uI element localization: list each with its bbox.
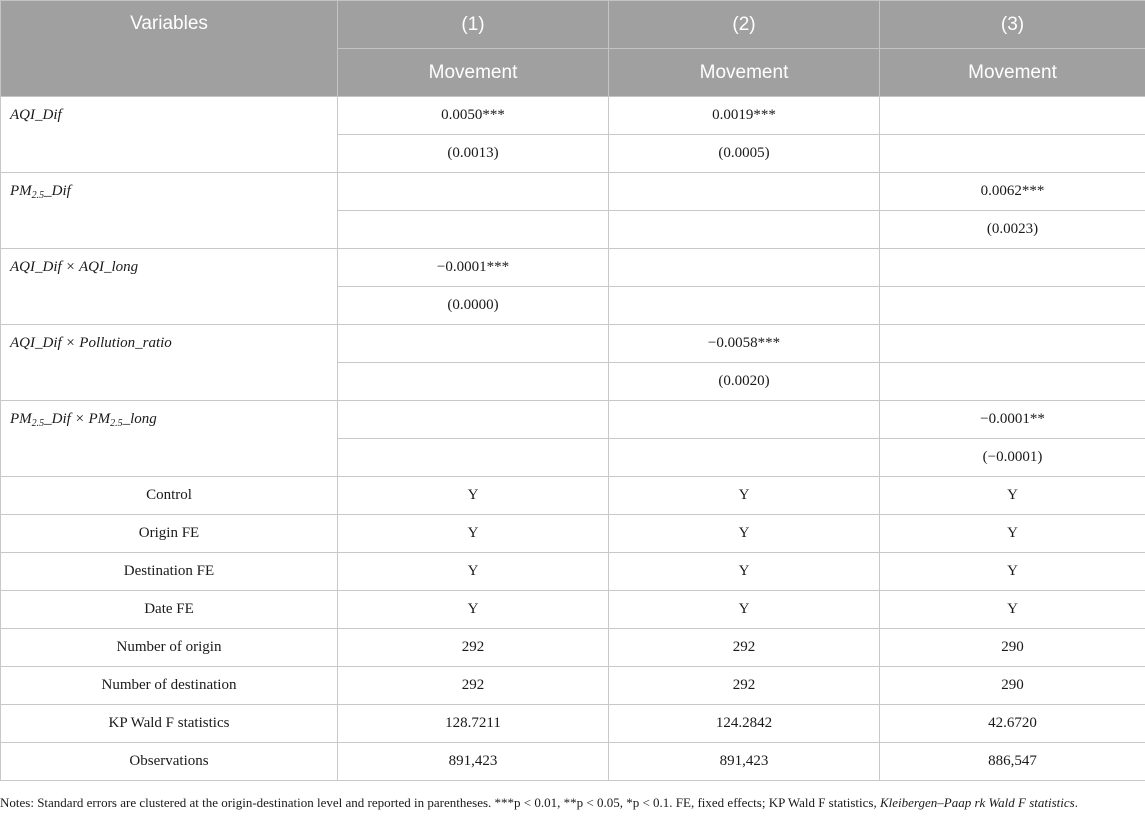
row-observations	[1, 743, 1145, 781]
stat-value: 891,423	[338, 743, 609, 781]
header-col-2: (2)	[609, 1, 880, 49]
row-destination-fe	[1, 553, 1145, 591]
coef-cell	[880, 97, 1145, 135]
row-pm25-dif-coef	[1, 173, 1145, 211]
depvar-col-2: Movement	[609, 49, 880, 97]
depvar-col-3: Movement	[880, 49, 1145, 97]
stat-value: Y	[880, 515, 1145, 553]
stat-label: Date FE	[1, 591, 338, 629]
stat-value: 292	[609, 667, 880, 705]
coef-cell	[880, 249, 1145, 287]
coef-cell: −0.0001***	[338, 249, 609, 287]
se-cell	[609, 287, 880, 325]
var-label-pm25-x-long: $PM_{2.5}\_Dif$ × $PM_{2.5}\_long$	[1, 401, 338, 477]
stat-value: Y	[609, 477, 880, 515]
stat-label: Observations	[1, 743, 338, 781]
coef-cell	[338, 173, 609, 211]
stat-value: 128.7211	[338, 705, 609, 743]
stat-value: 124.2842	[609, 705, 880, 743]
stat-value: 886,547	[880, 743, 1145, 781]
se-cell: (0.0000)	[338, 287, 609, 325]
var-label-aqi-dif: AQI_Dif	[1, 97, 338, 173]
row-origin-fe	[1, 515, 1145, 553]
notes-italic: Kleibergen–Paap rk Wald F statistics	[879, 795, 1075, 810]
stat-label: Number of origin	[1, 629, 338, 667]
se-cell: (0.0023)	[880, 211, 1145, 249]
stat-value: 290	[880, 667, 1145, 705]
row-aqi-x-ratio-coef	[1, 325, 1145, 363]
row-date-fe	[1, 591, 1145, 629]
row-number-of-origin	[1, 629, 1145, 667]
header-col-1: (1)	[338, 1, 609, 49]
stat-label: Origin FE	[1, 515, 338, 553]
stat-value: Y	[880, 591, 1145, 629]
stat-value: 891,423	[609, 743, 880, 781]
se-cell	[609, 439, 880, 477]
stat-value: 292	[338, 629, 609, 667]
se-cell	[338, 439, 609, 477]
coef-cell	[880, 325, 1145, 363]
stat-label: KP Wald F statistics	[1, 705, 338, 743]
se-cell	[338, 363, 609, 401]
var-label-aqi-x-long: AQI_Dif × AQI_long	[1, 249, 338, 325]
se-cell: (−0.0001)	[880, 439, 1145, 477]
stat-value: Y	[338, 591, 609, 629]
stat-value: Y	[338, 553, 609, 591]
stat-value: Y	[338, 515, 609, 553]
se-cell: (0.0005)	[609, 135, 880, 173]
coef-cell: −0.0001**	[880, 401, 1145, 439]
table-notes	[0, 793, 1145, 812]
row-control	[1, 477, 1145, 515]
depvar-col-1: Movement	[338, 49, 609, 97]
header-variables: Variables	[1, 1, 338, 97]
header-row-columns	[1, 1, 1145, 49]
notes-text: Notes: Standard errors are clustered at the origin-destination level and reported in parentheses. ***p < 0.01, **p < 0.05, *p < 0.1. FE, fixed effects; KP Wald F statistics,	[0, 795, 880, 810]
se-cell	[880, 363, 1145, 401]
stat-label: Destination FE	[1, 553, 338, 591]
row-kp-wald-f	[1, 705, 1145, 743]
stat-value: Y	[880, 553, 1145, 591]
row-pm25-x-long-coef	[1, 401, 1145, 439]
coef-cell	[338, 401, 609, 439]
coef-cell	[338, 325, 609, 363]
coef-cell	[609, 173, 880, 211]
stat-value: Y	[609, 553, 880, 591]
var-label-aqi-x-ratio: AQI_Dif × Pollution_ratio	[1, 325, 338, 401]
row-aqi-dif-coef	[1, 97, 1145, 135]
row-number-of-destination	[1, 667, 1145, 705]
se-cell: (0.0020)	[609, 363, 880, 401]
stat-value: Y	[338, 477, 609, 515]
stat-label: Number of destination	[1, 667, 338, 705]
coef-cell	[609, 401, 880, 439]
coef-cell	[609, 249, 880, 287]
coef-cell: 0.0019***	[609, 97, 880, 135]
stat-value: 290	[880, 629, 1145, 667]
stat-label: Control	[1, 477, 338, 515]
stat-value: Y	[609, 591, 880, 629]
var-label-pm25-dif: $PM_{2.5}\_Dif$	[1, 173, 338, 249]
stat-value: 292	[609, 629, 880, 667]
se-cell: (0.0013)	[338, 135, 609, 173]
se-cell	[338, 211, 609, 249]
row-aqi-x-long-coef	[1, 249, 1145, 287]
coef-cell: −0.0058***	[609, 325, 880, 363]
coef-cell: 0.0050***	[338, 97, 609, 135]
coef-cell: 0.0062***	[880, 173, 1145, 211]
stat-value: 42.6720	[880, 705, 1145, 743]
stat-value: Y	[880, 477, 1145, 515]
se-cell	[609, 211, 880, 249]
header-col-3: (3)	[880, 1, 1145, 49]
se-cell	[880, 135, 1145, 173]
se-cell	[880, 287, 1145, 325]
stat-value: Y	[609, 515, 880, 553]
stat-value: 292	[338, 667, 609, 705]
notes-end: .	[1074, 795, 1078, 810]
